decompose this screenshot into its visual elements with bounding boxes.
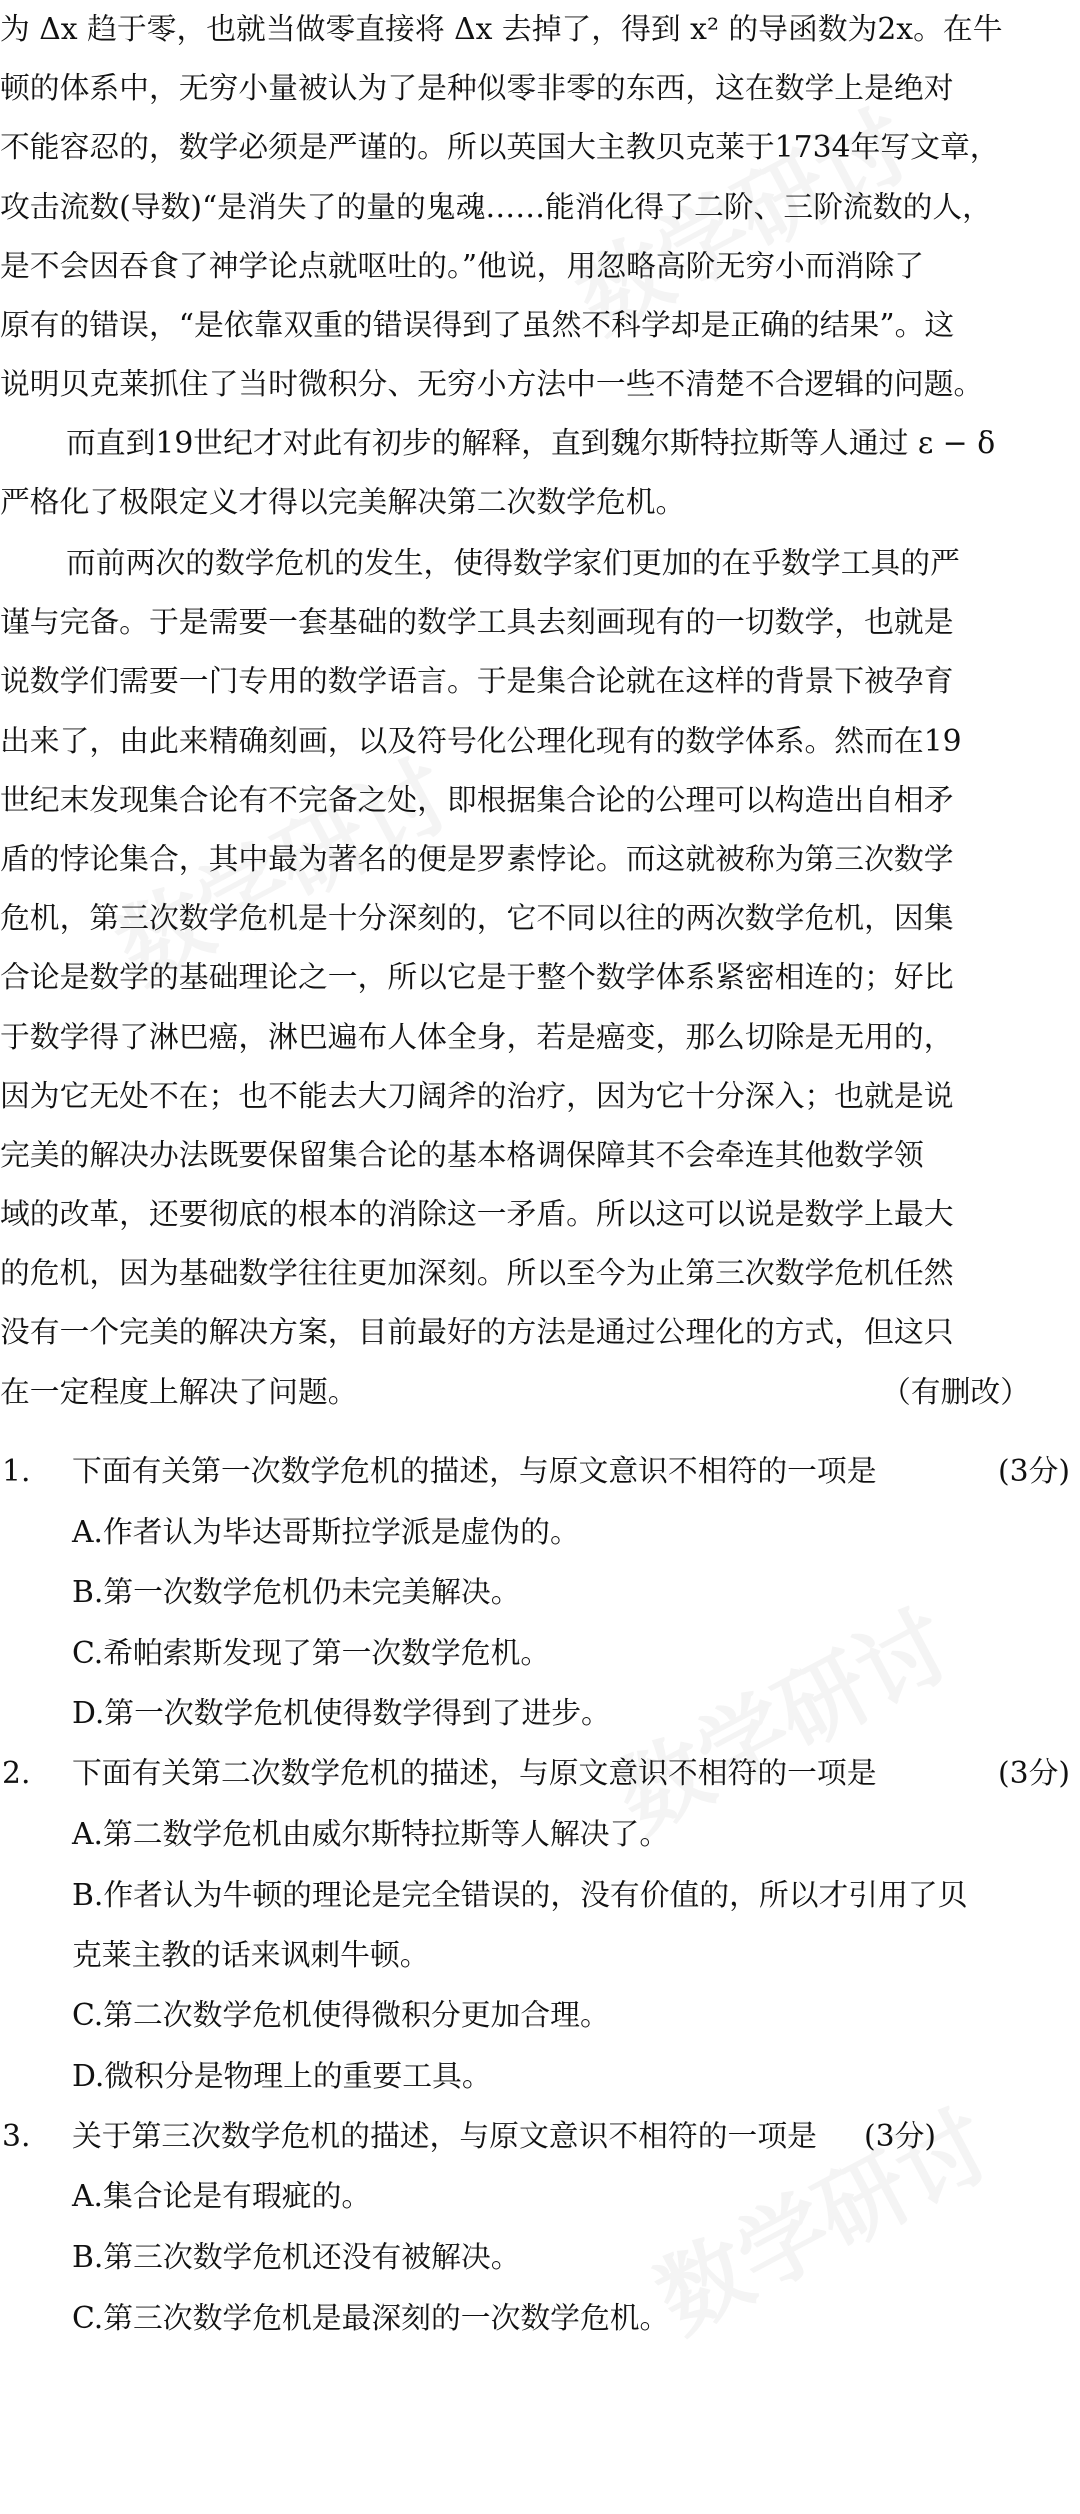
- question-2-option-b-continued: 克莱主教的话来讽刺牛顿。: [72, 1938, 430, 1973]
- text-line: 危机，第三次数学危机是十分深刻的，它不同以往的两次数学危机，因集: [0, 901, 954, 937]
- question-1-option-d: D.第一次数学危机使得数学得到了进步。: [72, 1696, 611, 1731]
- text-line: 原有的错误，“是依靠双重的错误得到了虽然不科学却是正确的结果”。这: [0, 307, 955, 343]
- question-text: 下面有关第一次数学危机的描述，与原文意识不相符的一项是: [72, 1454, 877, 1489]
- text-line: 顿的体系中，无穷小量被认为了是种似零非零的东西，这在数学上是绝对: [0, 71, 954, 107]
- text-line: 谨与完备。于是需要一套基础的数学工具去刻画现有的一切数学，也就是: [0, 605, 954, 641]
- question-score: (3分): [864, 2119, 937, 2154]
- question-2-option-c: C.第二次数学危机使得微积分更加合理。: [72, 1998, 610, 2033]
- text-line: 说明贝克莱抓住了当时微积分、无穷小方法中一些不清楚不合逻辑的问题。: [0, 367, 984, 403]
- text-line: 为 Δx 趋于零，也就当做零直接将 Δx 去掉了，得到 x² 的导函数为2x。在牛: [0, 12, 1003, 47]
- text-line: 严格化了极限定义才得以完美解决第二次数学危机。: [0, 485, 686, 521]
- text-line-content: 在一定程度上解决了问题。: [0, 1374, 358, 1410]
- passage-paragraph-2: [0, 414, 1080, 532]
- text-line: 而前两次的数学危机的发生，使得数学家们更加的在乎数学工具的严: [66, 546, 960, 581]
- question-2-stem: [0, 1744, 1080, 1804]
- question-1-option-a: A.作者认为毕达哥斯拉学派是虚伪的。: [72, 1515, 580, 1550]
- passage-paragraph-1: [0, 0, 1080, 414]
- passage-paragraph-3: [0, 534, 1080, 1422]
- question-3-option-c: C.第三次数学危机是最深刻的一次数学危机。: [72, 2301, 670, 2336]
- text-line: [0, 1363, 1080, 1422]
- text-line: 出来了，由此来精确刻画，以及符号化公理化现有的数学体系。然而在19: [0, 723, 962, 759]
- question-3-option-a: A.集合论是有瑕疵的。: [72, 2179, 372, 2214]
- text-line: 域的改革，还要彻底的根本的消除这一矛盾。所以这可以说是数学上最大: [0, 1197, 954, 1233]
- question-score: (3分): [997, 1454, 1070, 1489]
- text-line: 没有一个完美的解决方案，目前最好的方法是通过公理化的方式，但这只: [0, 1315, 954, 1351]
- question-2-option-d: D.微积分是物理上的重要工具。: [72, 2059, 492, 2094]
- text-line: 因为它无处不在；也不能去大刀阔斧的治疗，因为它十分深入；也就是说: [0, 1078, 954, 1114]
- text-line: 合论是数学的基础理论之一，所以它是于整个数学体系紧密相连的；好比: [0, 960, 954, 996]
- text-line: 盾的悖论集合，其中最为著名的便是罗素悖论。而这就被称为第三次数学: [0, 841, 954, 877]
- question-2-option-a: A.第二数学危机由威尔斯特拉斯等人解决了。: [72, 1817, 670, 1852]
- text-line: 的危机，因为基础数学往往更加深刻。所以至今为止第三次数学危机任然: [0, 1256, 954, 1292]
- text-line: 说数学们需要一门专用的数学语言。于是集合论就在这样的背景下被孕育: [0, 664, 954, 700]
- text-line: 于数学得了淋巴癌，淋巴遍布人体全身，若是癌变，那么切除是无用的，: [0, 1019, 954, 1055]
- question-number: 1.: [2, 1454, 31, 1489]
- question-text: 下面有关第二次数学危机的描述，与原文意识不相符的一项是: [72, 1756, 877, 1791]
- text-line: 不能容忍的，数学必须是严谨的。所以英国大主教贝克莱于1734年写文章，: [0, 130, 1000, 166]
- text-line: 攻击流数(导数)“是消失了的量的鬼魂……能消化得了二阶、三阶流数的人，: [0, 189, 992, 225]
- question-text: 关于第三次数学危机的描述，与原文意识不相符的一项是: [72, 2119, 817, 2154]
- question-number: 2.: [2, 1756, 31, 1791]
- text-line: 完美的解决办法既要保留集合论的基本格调保障其不会牵连其他数学领: [0, 1137, 924, 1173]
- edit-note: （有删改）: [881, 1374, 1030, 1410]
- question-1-stem: [0, 1442, 1080, 1502]
- question-number: 3.: [2, 2119, 31, 2154]
- question-3-stem: [0, 2107, 1080, 2167]
- question-1-option-c: C.希帕索斯发现了第一次数学危机。: [72, 1636, 551, 1671]
- question-score: (3分): [997, 1756, 1070, 1791]
- question-3-option-b: B.第三次数学危机还没有被解决。: [72, 2240, 521, 2275]
- text-line: 而直到19世纪才对此有初步的解释，直到魏尔斯特拉斯等人通过 ε − δ: [66, 426, 996, 461]
- question-2-option-b: B.作者认为牛顿的理论是完全错误的，没有价值的，所以才引用了贝: [72, 1878, 968, 1913]
- text-line: 是不会因吞食了神学论点就呕吐的。”他说，用忽略高阶无穷小而消除了: [0, 248, 925, 284]
- question-1-option-b: B.第一次数学危机仍未完美解决。: [72, 1575, 521, 1610]
- text-line: 世纪末发现集合论有不完备之处，即根据集合论的公理可以构造出自相矛: [0, 782, 954, 818]
